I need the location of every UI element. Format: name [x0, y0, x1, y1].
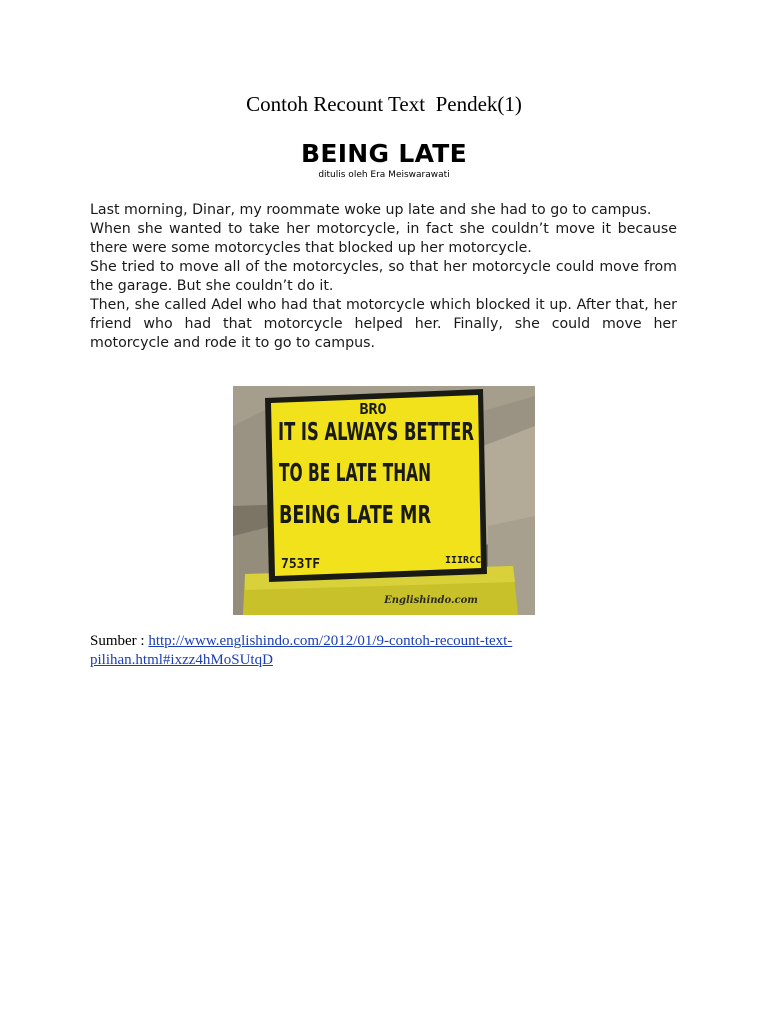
story-paragraph: Last morning, Dinar, my roommate woke up late and she had to go to campus. [90, 202, 652, 218]
source-citation [90, 632, 690, 670]
photo-watermark: Englishindo.com [384, 595, 478, 606]
sign-code-right-text: IIIRCC [445, 555, 482, 566]
story-paragraph: She tried to move all of the motorcycles, so that her motorcycle could move from the garage. But she couldn’t do it. [90, 259, 677, 294]
sign-header-text: BRO [359, 400, 387, 418]
sign-code-left-text: 753TF [281, 557, 321, 572]
source-link[interactable] [90, 633, 690, 670]
road-sign-photo [233, 386, 535, 615]
story-author: ditulis oleh Era Meiswarawati [318, 170, 450, 180]
source-link-line-1: http://www.englishindo.com/2012/01/9-contoh-recount-text- [148, 633, 513, 649]
story-paragraph: Then, she called Adel who had that motorcycle which blocked it up. After that, her friend who had that motorcycle helped her. Finally, she could move her motorcycle and rode it to go to campus. [90, 297, 677, 351]
source-link-line-2: pilihan.html#ixzz4hMoSUtqD [90, 652, 273, 668]
story-body [90, 201, 677, 353]
source-label: Sumber : [90, 633, 149, 649]
sign-line-2-text: TO BE LATE THAN [279, 458, 431, 487]
sign-line-1-text: IT IS ALWAYS BETTER [278, 417, 474, 446]
story-paragraph: When she wanted to take her motorcycle, in fact she couldn’t move it because there were some motorcycles that blocked up her motorcycle. [90, 221, 677, 256]
document-heading: Contoh Recount Text Pendek(1) [246, 92, 522, 116]
story-title: BEING LATE [300, 139, 468, 168]
sign-line-3-text: BEING LATE MR [279, 500, 431, 529]
